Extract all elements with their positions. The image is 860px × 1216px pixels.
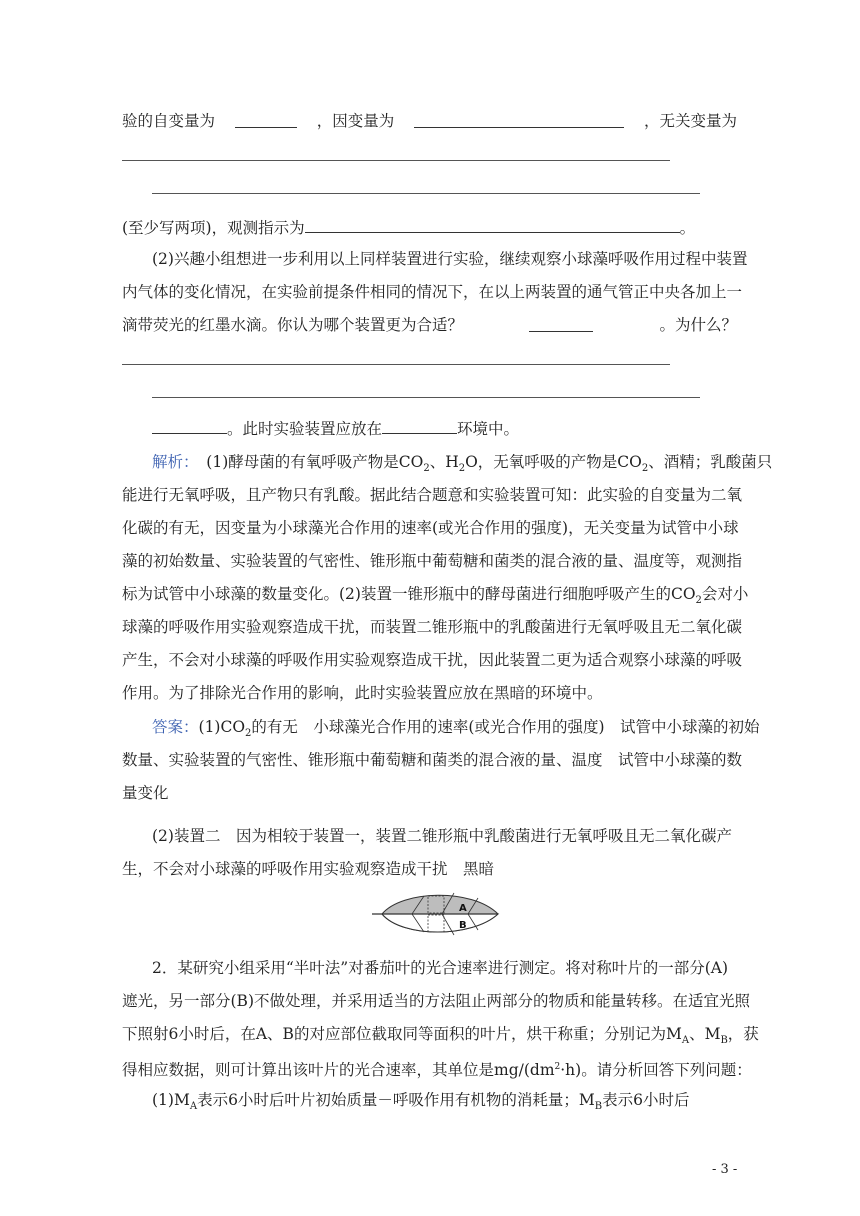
- leaf-lower-half: [382, 914, 498, 932]
- answer-blank: [414, 111, 624, 128]
- text-line: (2)兴趣小组想进一步利用以上同样装置进行实验，继续观察小球藻呼吸作用过程中装置: [152, 250, 748, 268]
- analysis-line: 标为试管中小球藻的数量变化。(2)装置一锥形瓶中的酵母菌进行细胞呼吸产生的$CO_2$会对小: [122, 585, 749, 607]
- page-number: - 3 -: [712, 1162, 738, 1177]
- text: ，无关变量为: [643, 112, 737, 130]
- answer-line: [152, 397, 700, 398]
- analysis-line: 产生，不会对小球藻的呼吸作用实验观察造成干扰，因此装置二更为适合观察小球藻的呼吸: [122, 651, 743, 669]
- text: 。: [679, 219, 696, 237]
- label-b: B: [459, 920, 467, 931]
- answer-label: 答案：: [152, 718, 199, 736]
- answer-line: [152, 193, 700, 194]
- answer-blank: [235, 111, 297, 128]
- analysis-line: 球藻的呼吸作用实验观察造成干扰，而装置二锥形瓶中的乳酸菌进行无氧呼吸且无二氧化碳: [122, 618, 743, 636]
- analysis-line: 藻的初始数量、实验装置的气密性、锥形瓶中葡萄糖和菌类的混合液的量、温度等，观测指: [122, 552, 743, 570]
- question-line: 得相应数据，则可计算出该叶片的光合速率，其单位是$mg/(dm^2\cdot h)$。请分析回答下列问题：: [122, 1061, 752, 1080]
- analysis-line: 解析： (1)酵母菌的有氧呼吸产物是$CO_2$、$H_2O$，无氧呼吸的产物是$CO_2$、酒精；乳酸菌只: [152, 453, 773, 475]
- text-line: [122, 216, 737, 238]
- question-line: $(1)M_A$表示6小时后叶片初始质量－呼吸作用有机物的消耗量；$M_B$表示6小时后: [152, 1091, 690, 1113]
- answer-line-text: (2)装置二 因为相较于装置一，装置二锥形瓶中乳酸菌进行无氧呼吸且无二氧化碳产: [152, 827, 732, 845]
- blank-line-1: [122, 111, 737, 131]
- text: 滴带荧光的红墨水滴。你认为哪个装置更为合适？: [122, 316, 464, 334]
- analysis-label: 解析：: [152, 453, 191, 471]
- question-line: 遮光，另一部分(B)不做处理，并采用适当的方法阻止两部分的物质和能量转移。在适宜光照: [122, 992, 750, 1010]
- question-line: 下照射6小时后，在A、B的对应部位截取同等面积的叶片，烘干称重；分别记为$M_A$、$M_B$，获: [122, 1025, 759, 1047]
- answer-blank: [152, 417, 227, 434]
- text: 验的自变量为: [122, 112, 216, 130]
- text: (至少写两项)，观测指示为: [122, 219, 305, 237]
- answer-line: [122, 364, 670, 365]
- answer-line-text: 量变化: [122, 784, 169, 802]
- answer-line-text: 生，不会对小球藻的呼吸作用实验观察造成干扰 黑暗: [122, 860, 495, 878]
- leaf-figure: [372, 888, 502, 940]
- answer-blank: [529, 315, 593, 332]
- text: 。为什么？: [659, 316, 737, 334]
- text: ，因变量为: [316, 112, 395, 130]
- answer-line-text: 数量、实验装置的气密性、锥形瓶中葡萄糖和菌类的混合液的量、温度 试管中小球藻的数: [122, 751, 743, 769]
- answer-line-text: 答案：$(1)CO_2$的有无 小球藻光合作用的速率(或光合作用的强度) 试管中小球藻的初始: [152, 718, 760, 740]
- analysis-line: 作用。为了排除光合作用的影响，此时实验装置应放在黑暗的环境中。: [122, 684, 603, 702]
- text: 。此时实验装置应放在: [227, 420, 383, 438]
- answer-blank: [382, 417, 457, 434]
- answer-line: [122, 160, 670, 161]
- text-line: [122, 315, 737, 335]
- text: 环境中。: [457, 420, 520, 438]
- label-a: A: [459, 903, 467, 914]
- answer-blank: [305, 216, 680, 233]
- analysis-line: 能进行无氧呼吸，且产物只有乳酸。据此结合题意和实验装置可知：此实验的自变量为二氧: [122, 486, 743, 504]
- analysis-line: 化碳的有无，因变量为小球藻光合作用的速率(或光合作用的强度)，无关变量为试管中小球: [122, 519, 739, 537]
- text-line: [152, 417, 737, 439]
- text-line: 内气体的变化情况，在实验前提条件相同的情况下，在以上两装置的通气管正中央各加上一: [122, 283, 743, 301]
- question-line: 2．某研究小组采用“半叶法”对番茄叶的光合速率进行测定。将对称叶片的一部分(A): [152, 959, 729, 977]
